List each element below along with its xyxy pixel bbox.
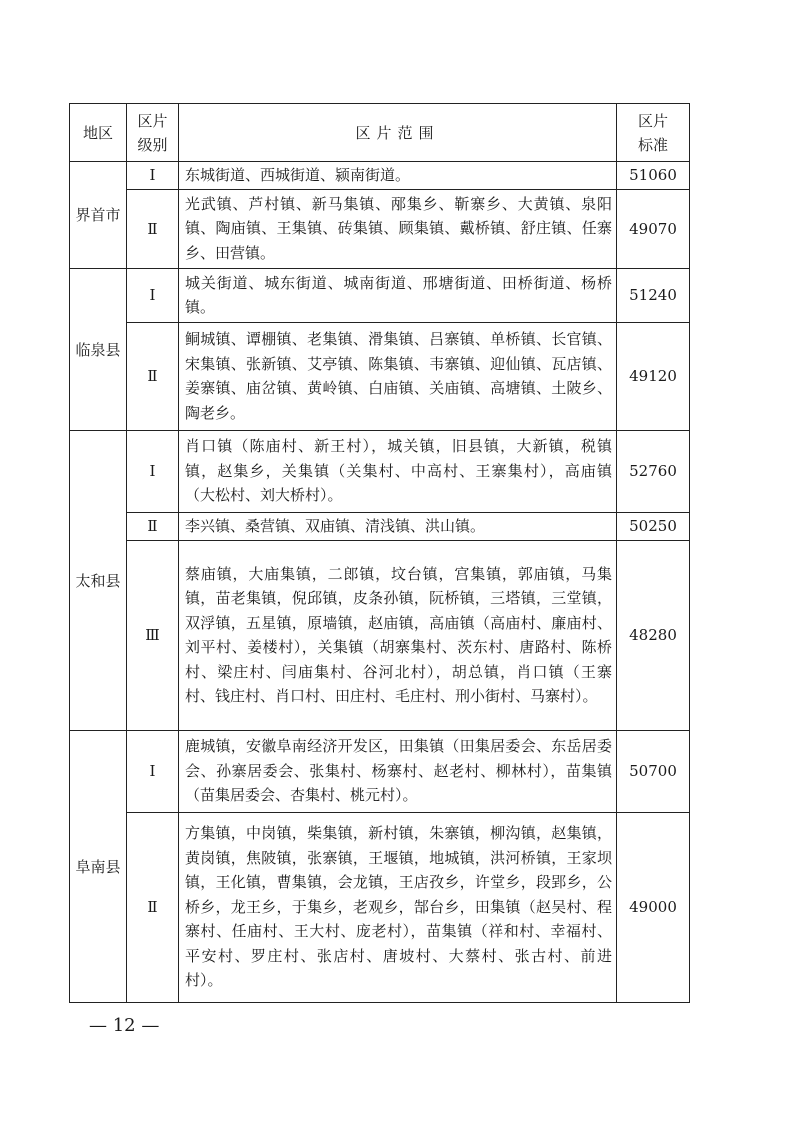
zone-scope: 蔡庙镇，大庙集镇，二郎镇，坟台镇，宫集镇，郭庙镇，马集镇，苗老集镇，倪邱镇，皮条孙镇，阮桥镇，三塔镇，三堂镇，双浮镇，五星镇，原墙镇，赵庙镇，高庙镇（高庙村、廉庙村、刘平村、姜楼村），关集镇（胡寨集村、茨东村、唐路村、陈桥村、梁庄村、闫庙集村、谷河北村），胡总镇，肖口镇（王寨村、钱庄村、肖口村、田庄村、毛庄村、刑小街村、马寨村）。 <box>179 540 617 730</box>
table-row <box>70 812 690 1002</box>
zone-scope: 城关街道、城东街道、城南街道、邢塘街道、田桥街道、杨桥镇。 <box>179 268 617 322</box>
region-name: 太和县 <box>70 430 127 730</box>
header-standard: 区片 标准 <box>617 104 690 162</box>
zone-level: Ⅱ <box>127 812 179 1002</box>
zone-scope: 鲖城镇、谭棚镇、老集镇、滑集镇、吕寨镇、单桥镇、长官镇、宋集镇、张新镇、艾亭镇、陈集镇、韦寨镇、迎仙镇、瓦店镇、姜寨镇、庙岔镇、黄岭镇、白庙镇、关庙镇、高塘镇、土陂乡、陶老乡。 <box>179 322 617 430</box>
table-row <box>70 512 690 540</box>
zone-scope: 鹿城镇，安徽阜南经济开发区，田集镇（田集居委会、东岳居委会、孙寨居委会、张集村、杨寨村、赵老村、柳林村），苗集镇（苗集居委会、杏集村、桃元村）。 <box>179 730 617 812</box>
zone-level: Ⅲ <box>127 540 179 730</box>
header-scope: 区片范围 <box>179 104 617 162</box>
zone-level: Ⅱ <box>127 322 179 430</box>
zone-standard: 49120 <box>617 322 690 430</box>
zone-scope: 肖口镇（陈庙村、新王村），城关镇，旧县镇，大新镇，税镇镇，赵集乡，关集镇（关集村、中高村、王寨集村），高庙镇（大松村、刘大桥村）。 <box>179 430 617 512</box>
zone-scope: 光武镇、芦村镇、新马集镇、邴集乡、靳寨乡、大黄镇、泉阳镇、陶庙镇、王集镇、砖集镇、顾集镇、戴桥镇、舒庄镇、任寨乡、田营镇。 <box>179 189 617 268</box>
zone-scope: 东城街道、西城街道、颍南街道。 <box>179 162 617 190</box>
zone-standard: 52760 <box>617 430 690 512</box>
zone-standard: 50250 <box>617 512 690 540</box>
table-row <box>70 430 690 512</box>
table-row <box>70 322 690 430</box>
zone-level: Ⅰ <box>127 162 179 190</box>
table-row <box>70 189 690 268</box>
zone-standard: 48280 <box>617 540 690 730</box>
region-name: 界首市 <box>70 162 127 269</box>
zone-standard: 49000 <box>617 812 690 1002</box>
header-level: 区片 级别 <box>127 104 179 162</box>
land-price-table <box>69 103 690 1003</box>
zone-level: Ⅱ <box>127 189 179 268</box>
header-region: 地区 <box>70 104 127 162</box>
zone-scope: 李兴镇、桑营镇、双庙镇、清浅镇、洪山镇。 <box>179 512 617 540</box>
table-row <box>70 162 690 190</box>
table-row <box>70 730 690 812</box>
table-header-row <box>70 104 690 162</box>
zone-level: Ⅰ <box>127 730 179 812</box>
zone-scope: 方集镇，中岗镇，柴集镇，新村镇，朱寨镇，柳沟镇，赵集镇，黄岗镇，焦陂镇，张寨镇，王堰镇，地城镇，洪河桥镇，王家坝镇，王化镇，曹集镇，会龙镇，王店孜乡，许堂乡，段郢乡，公桥乡，龙王乡，于集乡，老观乡，郜台乡，田集镇（赵吴村、程寨村、任庙村、王大村、庞老村），苗集镇（祥和村、幸福村、平安村、罗庄村、张店村、唐坡村、大蔡村、张古村、前进村）。 <box>179 812 617 1002</box>
table-row <box>70 268 690 322</box>
page-number: — 12 — <box>89 1015 160 1036</box>
zone-standard: 51240 <box>617 268 690 322</box>
zone-level: Ⅱ <box>127 512 179 540</box>
zone-level: Ⅰ <box>127 430 179 512</box>
zone-standard: 51060 <box>617 162 690 190</box>
zone-standard: 49070 <box>617 189 690 268</box>
region-name: 临泉县 <box>70 268 127 430</box>
zone-standard: 50700 <box>617 730 690 812</box>
zone-level: Ⅰ <box>127 268 179 322</box>
table-row <box>70 540 690 730</box>
region-name: 阜南县 <box>70 730 127 1002</box>
